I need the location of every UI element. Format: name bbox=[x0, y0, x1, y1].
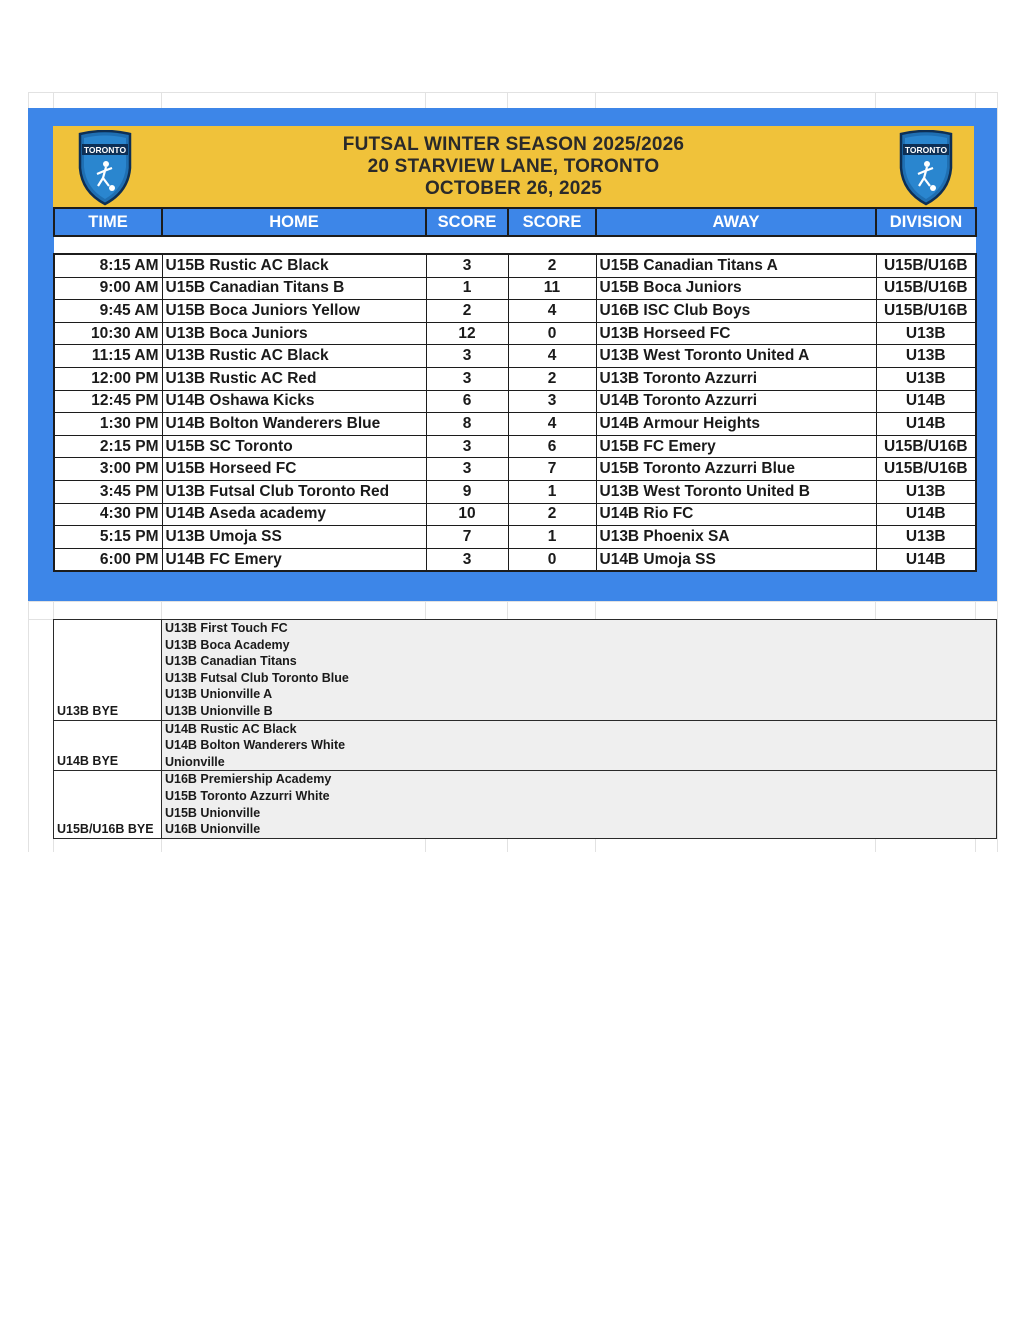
cell-away-team: U13B West Toronto United B bbox=[596, 480, 876, 503]
cell-time: 3:45 PM bbox=[54, 480, 162, 503]
cell-home-team: U15B Canadian Titans B bbox=[162, 277, 426, 300]
cell-home-score: 7 bbox=[426, 526, 508, 549]
cell-away-team: U14B Toronto Azzurri bbox=[596, 390, 876, 413]
cell-home-team: U14B Oshawa Kicks bbox=[162, 390, 426, 413]
table-row bbox=[54, 458, 976, 481]
cell-time: 3:00 PM bbox=[54, 458, 162, 481]
cell-division: U15B/U16B bbox=[876, 300, 976, 323]
bye-team: U14B Rustic AC Black bbox=[165, 721, 297, 736]
cell-time: 9:45 AM bbox=[54, 300, 162, 323]
cell-division: U13B bbox=[876, 367, 976, 390]
cell-away-team: U15B Boca Juniors bbox=[596, 277, 876, 300]
bye-division-label: U13B BYE bbox=[54, 620, 162, 720]
table-row bbox=[54, 367, 976, 390]
header-time: TIME bbox=[54, 208, 162, 236]
cell-time: 1:30 PM bbox=[54, 413, 162, 436]
cell-away-team: U14B Umoja SS bbox=[596, 548, 876, 571]
cell-home-score: 3 bbox=[426, 548, 508, 571]
cell-home-team: U14B FC Emery bbox=[162, 548, 426, 571]
bye-team: U13B Canadian Titans bbox=[165, 654, 297, 669]
title-band bbox=[53, 126, 974, 208]
cell-time: 12:00 PM bbox=[54, 367, 162, 390]
cell-away-score: 4 bbox=[508, 413, 596, 436]
header-score-away: SCORE bbox=[508, 208, 596, 236]
title-location: 20 STARVIEW LANE, TORONTO bbox=[367, 156, 660, 177]
cell-time: 11:15 AM bbox=[54, 345, 162, 368]
club-logo-right bbox=[897, 130, 955, 206]
cell-time: 6:00 PM bbox=[54, 548, 162, 571]
cell-division: U14B bbox=[876, 503, 976, 526]
cell-home-score: 2 bbox=[426, 300, 508, 323]
cell-division: U13B bbox=[876, 480, 976, 503]
cell-away-team: U13B Horseed FC bbox=[596, 322, 876, 345]
cell-away-team: U15B Canadian Titans A bbox=[596, 254, 876, 277]
cell-away-score: 2 bbox=[508, 254, 596, 277]
cell-home-team: U13B Rustic AC Black bbox=[162, 345, 426, 368]
cell-away-team: U13B Toronto Azzurri bbox=[596, 367, 876, 390]
cell-home-team: U14B Bolton Wanderers Blue bbox=[162, 413, 426, 436]
cell-home-score: 9 bbox=[426, 480, 508, 503]
bye-team: U14B Bolton Wanderers White bbox=[165, 738, 346, 753]
table-row bbox=[54, 435, 976, 458]
table-row bbox=[54, 390, 976, 413]
table-row bbox=[54, 322, 976, 345]
bye-team: U13B Unionville B bbox=[165, 703, 273, 718]
cell-division: U15B/U16B bbox=[876, 277, 976, 300]
cell-home-team: U15B Rustic AC Black bbox=[162, 254, 426, 277]
cell-home-score: 3 bbox=[426, 254, 508, 277]
header-away: AWAY bbox=[596, 208, 876, 236]
bye-team: U15B Unionville bbox=[165, 805, 261, 820]
svg-text:TORONTO: TORONTO bbox=[83, 145, 127, 155]
cell-time: 9:00 AM bbox=[54, 277, 162, 300]
cell-home-team: U13B Boca Juniors bbox=[162, 322, 426, 345]
cell-home-team: U15B SC Toronto bbox=[162, 435, 426, 458]
cell-away-score: 7 bbox=[508, 458, 596, 481]
cell-away-score: 4 bbox=[508, 300, 596, 323]
bye-table bbox=[53, 619, 997, 839]
schedule-table bbox=[53, 207, 977, 572]
cell-away-score: 6 bbox=[508, 435, 596, 458]
bye-division-label: U15B/U16B BYE bbox=[54, 771, 162, 837]
cell-division: U13B bbox=[876, 526, 976, 549]
table-row bbox=[54, 526, 976, 549]
bye-team: U16B Premiership Academy bbox=[165, 772, 332, 787]
table-row bbox=[54, 345, 976, 368]
cell-away-team: U14B Armour Heights bbox=[596, 413, 876, 436]
bye-team: U13B First Touch FC bbox=[165, 621, 288, 635]
bye-team: U13B Futsal Club Toronto Blue bbox=[165, 670, 349, 685]
bye-team-list bbox=[162, 620, 352, 720]
cell-home-score: 12 bbox=[426, 322, 508, 345]
cell-home-score: 3 bbox=[426, 458, 508, 481]
cell-home-team: U15B Horseed FC bbox=[162, 458, 426, 481]
cell-home-score: 3 bbox=[426, 435, 508, 458]
cell-home-score: 3 bbox=[426, 367, 508, 390]
cell-home-score: 8 bbox=[426, 413, 508, 436]
cell-time: 8:15 AM bbox=[54, 254, 162, 277]
cell-away-team: U16B ISC Club Boys bbox=[596, 300, 876, 323]
table-row bbox=[54, 480, 976, 503]
cell-away-team: U14B Rio FC bbox=[596, 503, 876, 526]
table-row bbox=[54, 548, 976, 571]
header-home: HOME bbox=[162, 208, 426, 236]
cell-away-score: 1 bbox=[508, 526, 596, 549]
cell-home-score: 1 bbox=[426, 277, 508, 300]
cell-away-team: U15B Toronto Azzurri Blue bbox=[596, 458, 876, 481]
cell-division: U14B bbox=[876, 548, 976, 571]
header-score-home: SCORE bbox=[426, 208, 508, 236]
cell-home-team: U13B Rustic AC Red bbox=[162, 367, 426, 390]
table-row bbox=[54, 413, 976, 436]
cell-division: U15B/U16B bbox=[876, 254, 976, 277]
cell-home-team: U13B Umoja SS bbox=[162, 526, 426, 549]
cell-division: U14B bbox=[876, 390, 976, 413]
bye-team-list bbox=[162, 721, 348, 771]
cell-time: 10:30 AM bbox=[54, 322, 162, 345]
cell-away-score: 0 bbox=[508, 322, 596, 345]
cell-time: 5:15 PM bbox=[54, 526, 162, 549]
bye-row bbox=[53, 619, 997, 721]
table-row bbox=[54, 300, 976, 323]
bye-team: Unionville bbox=[165, 754, 225, 769]
bye-division-label: U14B BYE bbox=[54, 721, 162, 771]
cell-away-team: U15B FC Emery bbox=[596, 435, 876, 458]
cell-division: U15B/U16B bbox=[876, 435, 976, 458]
bye-team-list bbox=[162, 771, 334, 837]
header-division: DIVISION bbox=[876, 208, 976, 236]
cell-division: U15B/U16B bbox=[876, 458, 976, 481]
cell-time: 2:15 PM bbox=[54, 435, 162, 458]
cell-division: U14B bbox=[876, 413, 976, 436]
cell-away-score: 4 bbox=[508, 345, 596, 368]
cell-division: U13B bbox=[876, 345, 976, 368]
bye-row bbox=[53, 771, 997, 838]
spacer-row bbox=[54, 236, 976, 254]
cell-home-team: U15B Boca Juniors Yellow bbox=[162, 300, 426, 323]
cell-away-team: U13B Phoenix SA bbox=[596, 526, 876, 549]
cell-time: 12:45 PM bbox=[54, 390, 162, 413]
table-header-row bbox=[54, 208, 976, 236]
cell-away-score: 11 bbox=[508, 277, 596, 300]
cell-away-score: 1 bbox=[508, 480, 596, 503]
svg-text:TORONTO: TORONTO bbox=[904, 145, 948, 155]
cell-away-score: 2 bbox=[508, 367, 596, 390]
cell-home-score: 6 bbox=[426, 390, 508, 413]
cell-away-score: 3 bbox=[508, 390, 596, 413]
table-row bbox=[54, 277, 976, 300]
cell-away-score: 0 bbox=[508, 548, 596, 571]
table-row bbox=[54, 254, 976, 277]
cell-home-score: 10 bbox=[426, 503, 508, 526]
title-season: FUTSAL WINTER SEASON 2025/2026 bbox=[342, 134, 685, 155]
cell-away-score: 2 bbox=[508, 503, 596, 526]
cell-division: U13B bbox=[876, 322, 976, 345]
bye-team: U13B Boca Academy bbox=[165, 637, 290, 652]
club-logo-left bbox=[76, 130, 134, 206]
bye-row bbox=[53, 721, 997, 772]
bye-team: U15B Toronto Azzurri White bbox=[165, 788, 330, 803]
cell-home-team: U14B Aseda academy bbox=[162, 503, 426, 526]
cell-home-score: 3 bbox=[426, 345, 508, 368]
cell-home-team: U13B Futsal Club Toronto Red bbox=[162, 480, 426, 503]
bye-team: U16B Unionville bbox=[165, 822, 261, 837]
cell-away-team: U13B West Toronto United A bbox=[596, 345, 876, 368]
bye-team: U13B Unionville A bbox=[165, 687, 273, 702]
table-row bbox=[54, 503, 976, 526]
cell-time: 4:30 PM bbox=[54, 503, 162, 526]
title-date: OCTOBER 26, 2025 bbox=[424, 178, 603, 199]
